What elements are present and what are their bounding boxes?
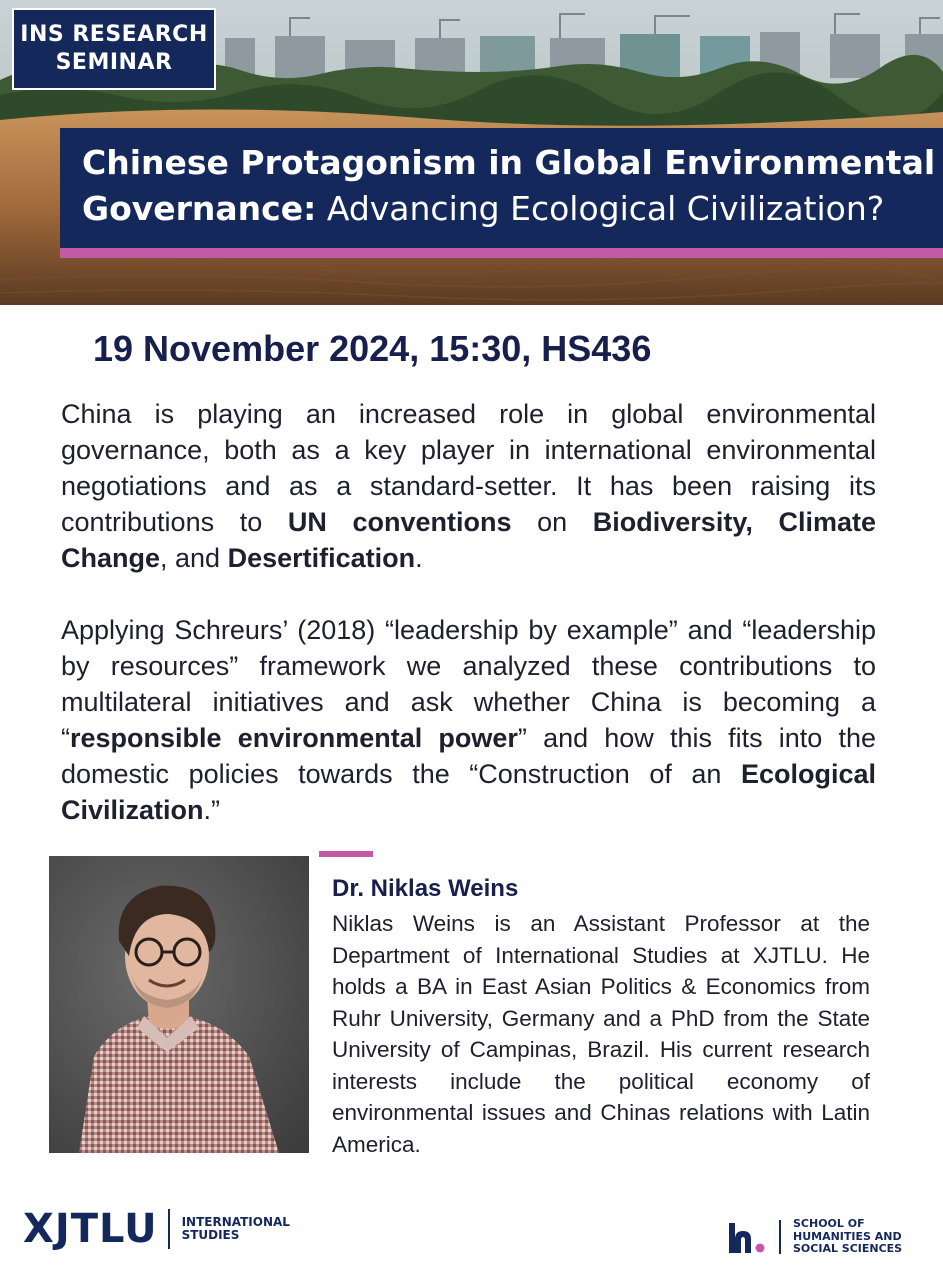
seminar-title [60, 128, 943, 248]
speaker-photo-graphic [49, 856, 309, 1153]
abstract-text-p2-0: Applying Schreurs’ (2018) “leadership by example” and “leadership by resources” framework we analyzed these contributions to multilateral initiatives and ask whether China is becoming a “ [61, 615, 876, 753]
school-line1: SCHOOL OF [793, 1217, 865, 1230]
abstract-paragraph-1 [61, 396, 876, 576]
abstract-paragraph-2 [61, 612, 876, 828]
department-label [182, 1216, 290, 1242]
abstract-text-p1-2: on [511, 507, 593, 537]
seminar-tag [12, 8, 216, 90]
speaker-name: Dr. Niklas Weins [332, 875, 519, 902]
xjtlu-wordmark: XJTLU [23, 1206, 158, 1252]
department-line1: INTERNATIONAL [181, 1215, 290, 1229]
abstract-emphasis-p2-3: Ecological Civilization [61, 759, 876, 825]
event-date-time-location: 19 November 2024, 15:30, HS436 [93, 328, 652, 369]
seminar-tag-line2: SEMINAR [55, 50, 173, 75]
abstract-emphasis-p1-1: UN conventions [287, 507, 512, 537]
seminar-tag-line1: INS RESEARCH [20, 22, 208, 47]
abstract-text-p2-4: .” [203, 795, 221, 825]
abstract-text-p1-4: , and [160, 543, 228, 573]
xjtlu-logo [23, 1206, 290, 1252]
abstract-emphasis-p1-5: Desertification [227, 543, 416, 573]
banner [0, 0, 943, 305]
abstract-text-p1-6: . [415, 543, 423, 573]
title-accent-stripe [60, 248, 943, 258]
title-line2-bold: Governance: [82, 189, 317, 228]
school-logo-divider [779, 1220, 781, 1254]
abstract-emphasis-p2-1: responsible environmental power [70, 723, 518, 753]
abstract [61, 396, 876, 864]
logo-divider [168, 1209, 170, 1249]
hs-school-logo-mark-icon [727, 1219, 769, 1255]
title-line2-regular: Advancing Ecological Civilization? [316, 189, 885, 228]
school-logo [727, 1218, 902, 1256]
speaker-accent-bar [319, 851, 373, 857]
abstract-text-p2-2: ” and how this fits into the domestic policies towards the “Construction of an [61, 723, 876, 789]
title-line1: Chinese Protagonism in Global Environmental [82, 143, 936, 182]
school-line3: SOCIAL SCIENCES [793, 1242, 903, 1255]
speaker-portrait-photo [49, 856, 309, 1153]
department-line2: STUDIES [181, 1228, 240, 1242]
speaker-bio: Niklas Weins is an Assistant Professor at the Department of International Studies at XJTLU. He holds a BA in East Asian Politics & Economics from Ruhr University, Germany and a PhD from the State University of Campinas, Brazil. His current research interests include the political economy of environmental issues and Chinas relations with Latin America. [332, 911, 870, 1157]
school-line2: HUMANITIES AND [793, 1229, 902, 1243]
school-label [793, 1218, 902, 1256]
abstract-text-p1-0: China is playing an increased role in global environmental governance, both as a key player in international environmental negotiations and as a standard-setter. It has been raising its contributions to [61, 399, 876, 537]
abstract-emphasis-p1-3: Biodiversity, Climate Change [61, 507, 876, 573]
